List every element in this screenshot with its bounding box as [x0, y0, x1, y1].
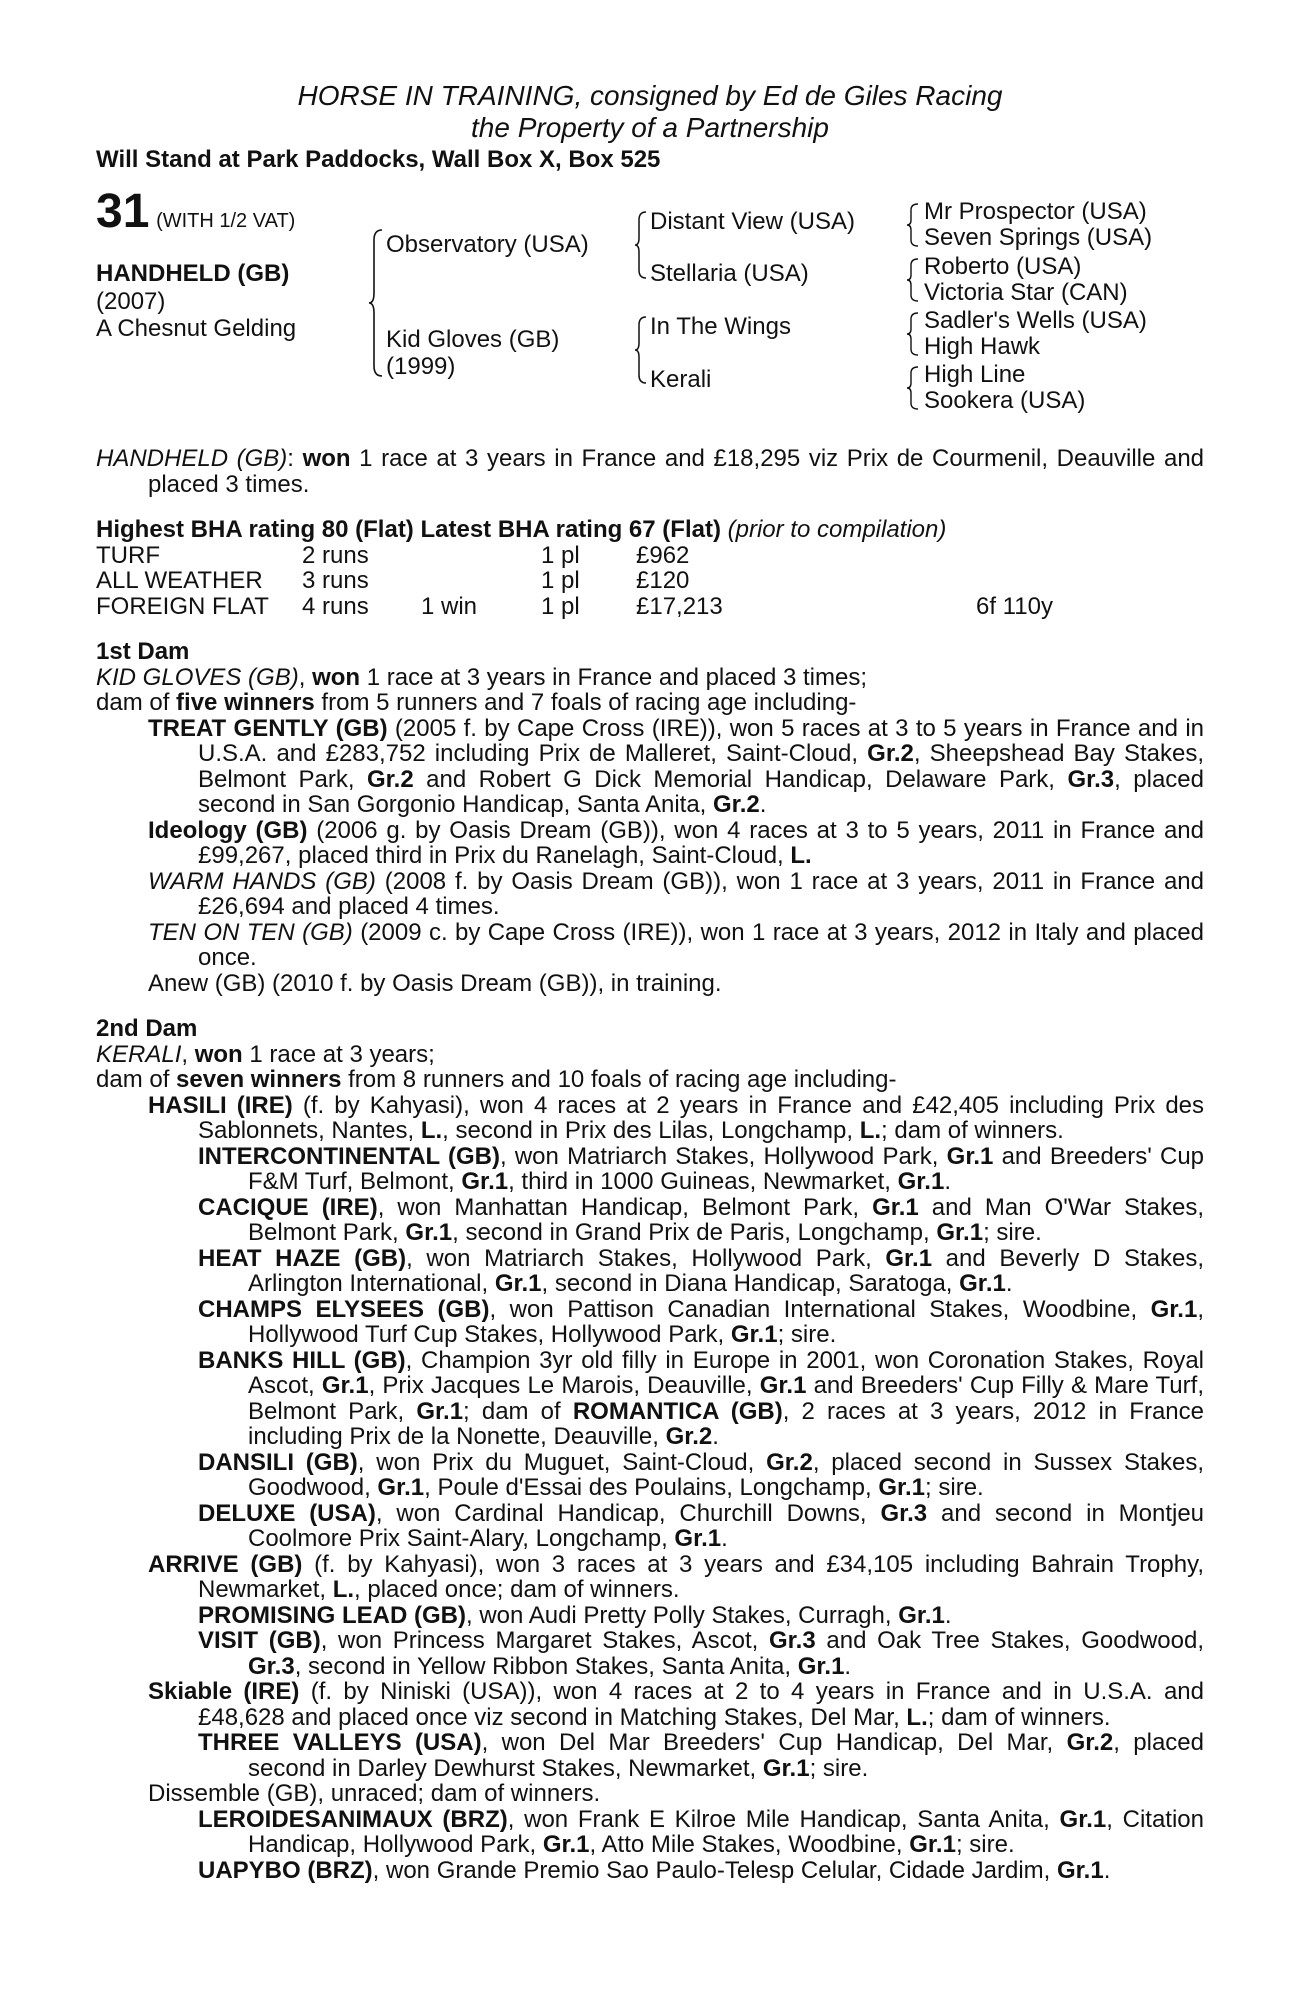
gen4-brace-3 [906, 311, 920, 357]
grandproduce-entry: UAPYBO (BRZ), won Grande Premio Sao Paulo-Telesp Celular, Cidade Jardim, Gr.1. [198, 1856, 1111, 1884]
gen4-6: High Hawk [924, 333, 1041, 360]
first-dam-line2: dam of five winners from 5 runners and 7 foals of racing age including- [96, 689, 857, 716]
ratings-line: Highest BHA rating 80 (Flat) Latest BHA rating 67 (Flat) (prior to compilation) [96, 516, 947, 543]
gen4-3: Roberto (USA) [924, 253, 1082, 280]
gen4-4: Victoria Star (CAN) [924, 279, 1128, 306]
second-dam-section [96, 1016, 1204, 1883]
pedigree-brace [368, 228, 384, 378]
grandproduce-entry: CACIQUE (IRE), won Manhattan Handicap, Belmont Park, Gr.1 and Man O'War Stakes, Belmont Park, Gr.1, second in Grand Prix de Paris, Longchamp, Gr.1; sire. [198, 1193, 1204, 1246]
grandproduce-entry: CHAMPS ELYSEES (GB), won Pattison Canadian International Stakes, Woodbine, Gr.1, Hollywood Turf Cup Stakes, Hollywood Park, Gr.1; sire. [198, 1295, 1204, 1348]
stand-line: Will Stand at Park Paddocks, Wall Box X, Box 525 [96, 146, 661, 173]
property-line: the Property of a Partnership [471, 112, 829, 143]
sire-dam: Stellaria (USA) [650, 260, 809, 287]
produce-entry: Ideology (GB) (2006 g. by Oasis Dream (GB)), won 4 races at 3 to 5 years, 2011 in France and £99,267, placed third in Prix du Ranelagh, Saint-Cloud, L. [148, 816, 1204, 869]
dam-dam: Kerali [650, 366, 712, 393]
gen4-brace-1 [906, 202, 920, 248]
stats-row: FOREIGN FLAT 4 runs 1 win 1 pl £17,213 6f 110y [96, 592, 1053, 620]
grandproduce-entry: PROMISING LEAD (GB), won Audi Pretty Polly Stakes, Curragh, Gr.1. [198, 1601, 952, 1629]
gen4-brace-2 [906, 257, 920, 303]
lot-number-block [96, 185, 296, 238]
grandproduce-entry: DELUXE (USA), won Cardinal Handicap, Churchill Downs, Gr.3 and second in Montjeu Coolmore Prix Saint-Alary, Longchamp, Gr.1. [198, 1499, 1205, 1552]
first-dam-heading: 1st Dam [96, 638, 190, 665]
produce-entry: HASILI (IRE) (f. by Kahyasi), won 4 races at 2 years in France and £42,405 including Prix des Sablonnets, Nantes, L., second in Prix des Lilas, Longchamp, L.; dam of winners. [148, 1091, 1205, 1144]
horse-description: A Chesnut Gelding [96, 315, 297, 342]
dam-name: Kid Gloves (GB) [386, 326, 560, 353]
sire-name: Observatory (USA) [386, 231, 589, 258]
stats-row: TURF 2 runs 1 pl £962 [96, 541, 690, 569]
horse-name: HANDHELD (GB) [96, 260, 290, 287]
grandproduce-entry: HEAT HAZE (GB), won Matriarch Stakes, Hollywood Park, Gr.1 and Beverly D Stakes, Arlington International, Gr.1, second in Diana Handicap, Saratoga, Gr.1. [198, 1244, 1204, 1297]
produce-entry: Dissemble (GB), unraced; dam of winners. [148, 1780, 601, 1807]
catalogue-page [96, 80, 1204, 1883]
produce-entry: ARRIVE (GB) (f. by Kahyasi), won 3 races at 3 years and £34,105 including Bahrain Trophy, Newmarket, L., placed once; dam of winners. [148, 1550, 1204, 1603]
grandproduce-entry: THREE VALLEYS (USA), won Del Mar Breeders' Cup Handicap, Del Mar, Gr.2, placed second in Darley Dewhurst Stakes, Newmarket, Gr.1; sire. [198, 1729, 1205, 1782]
gen4-5: Sadler's Wells (USA) [924, 307, 1147, 334]
dam-year: (1999) [386, 353, 456, 380]
produce-entry: Anew (GB) (2010 f. by Oasis Dream (GB)), in training. [148, 969, 722, 997]
dam-brace [634, 315, 648, 385]
vat-note: (WITH 1/2 VAT) [156, 210, 296, 232]
first-dam-line1: KID GLOVES (GB), won 1 race at 3 years in France and placed 3 times; [96, 663, 867, 691]
second-dam-line2: dam of seven winners from 8 runners and 10 foals of racing age including- [96, 1066, 897, 1093]
grandproduce-entry: BANKS HILL (GB), Champion 3yr old filly in Europe in 2001, won Coronation Stakes, Royal Ascot, Gr.1, Prix Jacques Le Marois, Deauville, Gr.1 and Breeders' Cup Filly & Mare Turf, Belmont Park, Gr.1; dam of ROMANTICA (GB), 2 races at 3 years, 2012 in France including Prix de la Nonette, Deauville, Gr.2. [198, 1346, 1204, 1450]
gen4-1: Mr Prospector (USA) [924, 198, 1147, 225]
grandproduce-entry: INTERCONTINENTAL (GB), won Matriarch Stakes, Hollywood Park, Gr.1 and Breeders' Cup F&M Turf, Belmont, Gr.1, third in 1000 Guineas, Newmarket, Gr.1. [198, 1142, 1205, 1195]
grandproduce-entry: DANSILI (GB), won Prix du Muguet, Saint-Cloud, Gr.2, placed second in Sussex Stakes, Goodwood, Gr.1, Poule d'Essai des Poulains, Longchamp, Gr.1; sire. [198, 1448, 1205, 1501]
sire-brace [634, 210, 648, 280]
lot-number: 31 [96, 185, 150, 238]
sire-sire: Distant View (USA) [650, 208, 855, 235]
ratings-block [96, 517, 1204, 619]
gen4-2: Seven Springs (USA) [924, 224, 1153, 251]
grandproduce-entry: LEROIDESANIMAUX (BRZ), won Frank E Kilroe Mile Handicap, Santa Anita, Gr.1, Citation Handicap, Hollywood Park, Gr.1, Atto Mile Stakes, Woodbine, Gr.1; sire. [198, 1805, 1205, 1858]
produce-entry: WARM HANDS (GB) (2008 f. by Oasis Dream (GB)), won 1 race at 3 years, 2011 in France and £26,694 and placed 4 times. [148, 867, 1204, 920]
gen4-8: Sookera (USA) [924, 387, 1086, 414]
produce-entry: Skiable (IRE) (f. by Niniski (USA)), won 4 races at 2 to 4 years in France and in U.S.A. and £48,628 and placed once viz second in Matching Stakes, Del Mar, L.; dam of winners. [148, 1678, 1204, 1731]
consignor-line: HORSE IN TRAINING, consigned by Ed de Giles Racing [297, 80, 1003, 111]
second-dam-heading: 2nd Dam [96, 1015, 198, 1042]
gen4-7: High Line [924, 361, 1026, 388]
produce-entry: TEN ON TEN (GB) (2009 c. by Cape Cross (IRE)), won 1 race at 3 years, 2012 in Italy and placed once. [148, 918, 1204, 971]
horse-year: (2007) [96, 288, 166, 315]
horse-summary: HANDHELD (GB): won 1 race at 3 years in France and £18,295 viz Prix de Courmenil, Deauville and placed 3 times. [96, 445, 1205, 498]
grandproduce-entry: VISIT (GB), won Princess Margaret Stakes, Ascot, Gr.3 and Oak Tree Stakes, Goodwood, Gr.3, second in Yellow Ribbon Stakes, Santa Anita, Gr.1. [198, 1627, 1204, 1680]
produce-entry: TREAT GENTLY (GB) (2005 f. by Cape Cross (IRE)), won 5 races at 3 to 5 years in France and in U.S.A. and £283,752 including Prix de Malleret, Saint-Cloud, Gr.2, Sheepshead Bay Stakes, Belmont Park, Gr.2 and Robert G Dick Memorial Handicap, Delaware Park, Gr.3, placed second in San Gorgonio Handicap, Santa Anita, Gr.2. [148, 714, 1205, 818]
dam-sire: In The Wings [650, 313, 791, 340]
first-dam-section [96, 639, 1204, 996]
stats-row: ALL WEATHER 3 runs 1 pl £120 [96, 567, 690, 594]
gen4-brace-4 [906, 365, 920, 411]
second-dam-line1: KERALI, won 1 race at 3 years; [96, 1040, 435, 1068]
pedigree-table [96, 185, 1204, 438]
